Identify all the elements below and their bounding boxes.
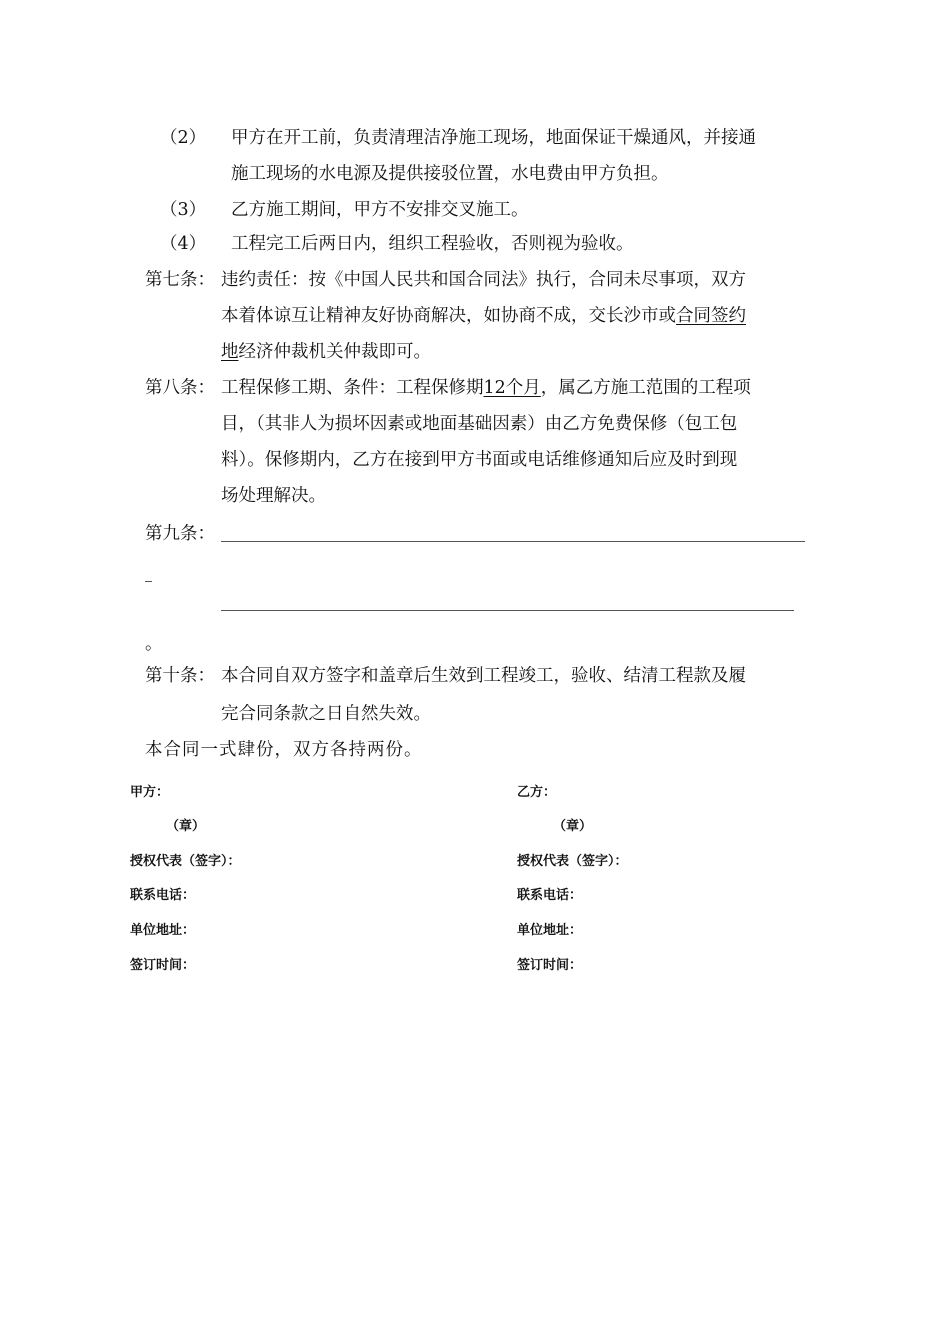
article-8-line-2: 目，（其非人为损坏因素或地面基础因素）由乙方免费保修（包工包	[221, 414, 738, 434]
article-8-line-4: 场处理解决。	[221, 486, 326, 506]
article-7-line-3	[221, 340, 431, 364]
item-3-number: （3）	[160, 200, 207, 220]
party-b-sign-date: 签订时间：	[517, 958, 583, 973]
article-8-line-3: 料）。保修期内，乙方在接到甲方书面或电话维修通知后应及时到现	[221, 450, 738, 470]
copies-note: 本合同一式肆份，双方各持两份。	[145, 740, 423, 760]
party-b-representative: 授权代表（签字）：	[517, 854, 628, 869]
party-b-address: 单位地址：	[517, 923, 583, 938]
article-10-label: 第十条：	[145, 666, 215, 686]
article-9-blank-line-2	[221, 610, 794, 611]
warranty-period-blank: 12个月	[483, 378, 541, 398]
party-a-phone: 联系电话：	[130, 888, 196, 903]
party-b-label: 乙方：	[517, 785, 557, 800]
article-10-line-2: 完合同条款之日自然失效。	[221, 704, 431, 724]
article-7-line-2	[221, 304, 746, 328]
party-a-label: 甲方：	[130, 785, 170, 800]
article-7-label: 第七条：	[145, 270, 215, 290]
item-4-number: （4）	[160, 234, 207, 254]
item-2-line-1: 甲方在开工前，负责清理洁净施工现场，地面保证干燥通风，并接通	[231, 128, 756, 148]
article-8-line-1	[221, 376, 751, 400]
article-10-line-1: 本合同自双方签字和盖章后生效到工程竣工，验收、结清工程款及履	[221, 666, 746, 686]
item-4-line-1: 工程完工后两日内，组织工程验收，否则视为验收。	[231, 234, 634, 254]
article-7-line-2-text: 本着体谅互让精神友好协商解决，如协商不成，交长沙市或	[221, 306, 676, 326]
article-8-line-1-pre: 工程保修工期、条件：工程保修期	[221, 378, 484, 398]
article-7-blank-location-end: 地	[221, 342, 239, 362]
party-a-seal: （章）	[166, 819, 206, 834]
party-b-seal: （章）	[553, 819, 593, 834]
party-a-address: 单位地址：	[130, 923, 196, 938]
article-9-label: 第九条：	[145, 524, 215, 544]
article-7-line-1: 违约责任：按《中国人民共和国合同法》执行，合同未尽事项，双方	[221, 270, 746, 290]
article-9-blank-line-1	[221, 541, 805, 542]
party-a-sign-date: 签订时间：	[130, 958, 196, 973]
article-7-blank-location: 合同签约	[676, 306, 746, 326]
article-9-blank-line-tail	[145, 581, 152, 582]
article-8-label: 第八条：	[145, 378, 215, 398]
article-9-end-mark: 。	[145, 634, 163, 654]
item-2-number: （2）	[160, 128, 207, 148]
item-3-line-1: 乙方施工期间，甲方不安排交叉施工。	[231, 200, 529, 220]
item-2-line-2: 施工现场的水电源及提供接驳位置，水电费由甲方负担。	[231, 164, 669, 184]
party-a-representative: 授权代表（签字）：	[130, 854, 241, 869]
party-b-phone: 联系电话：	[517, 888, 583, 903]
article-8-line-1-post: ，属乙方施工范围的工程项	[540, 378, 751, 398]
article-7-line-3-text: 经济仲裁机关仲裁即可。	[238, 342, 431, 362]
